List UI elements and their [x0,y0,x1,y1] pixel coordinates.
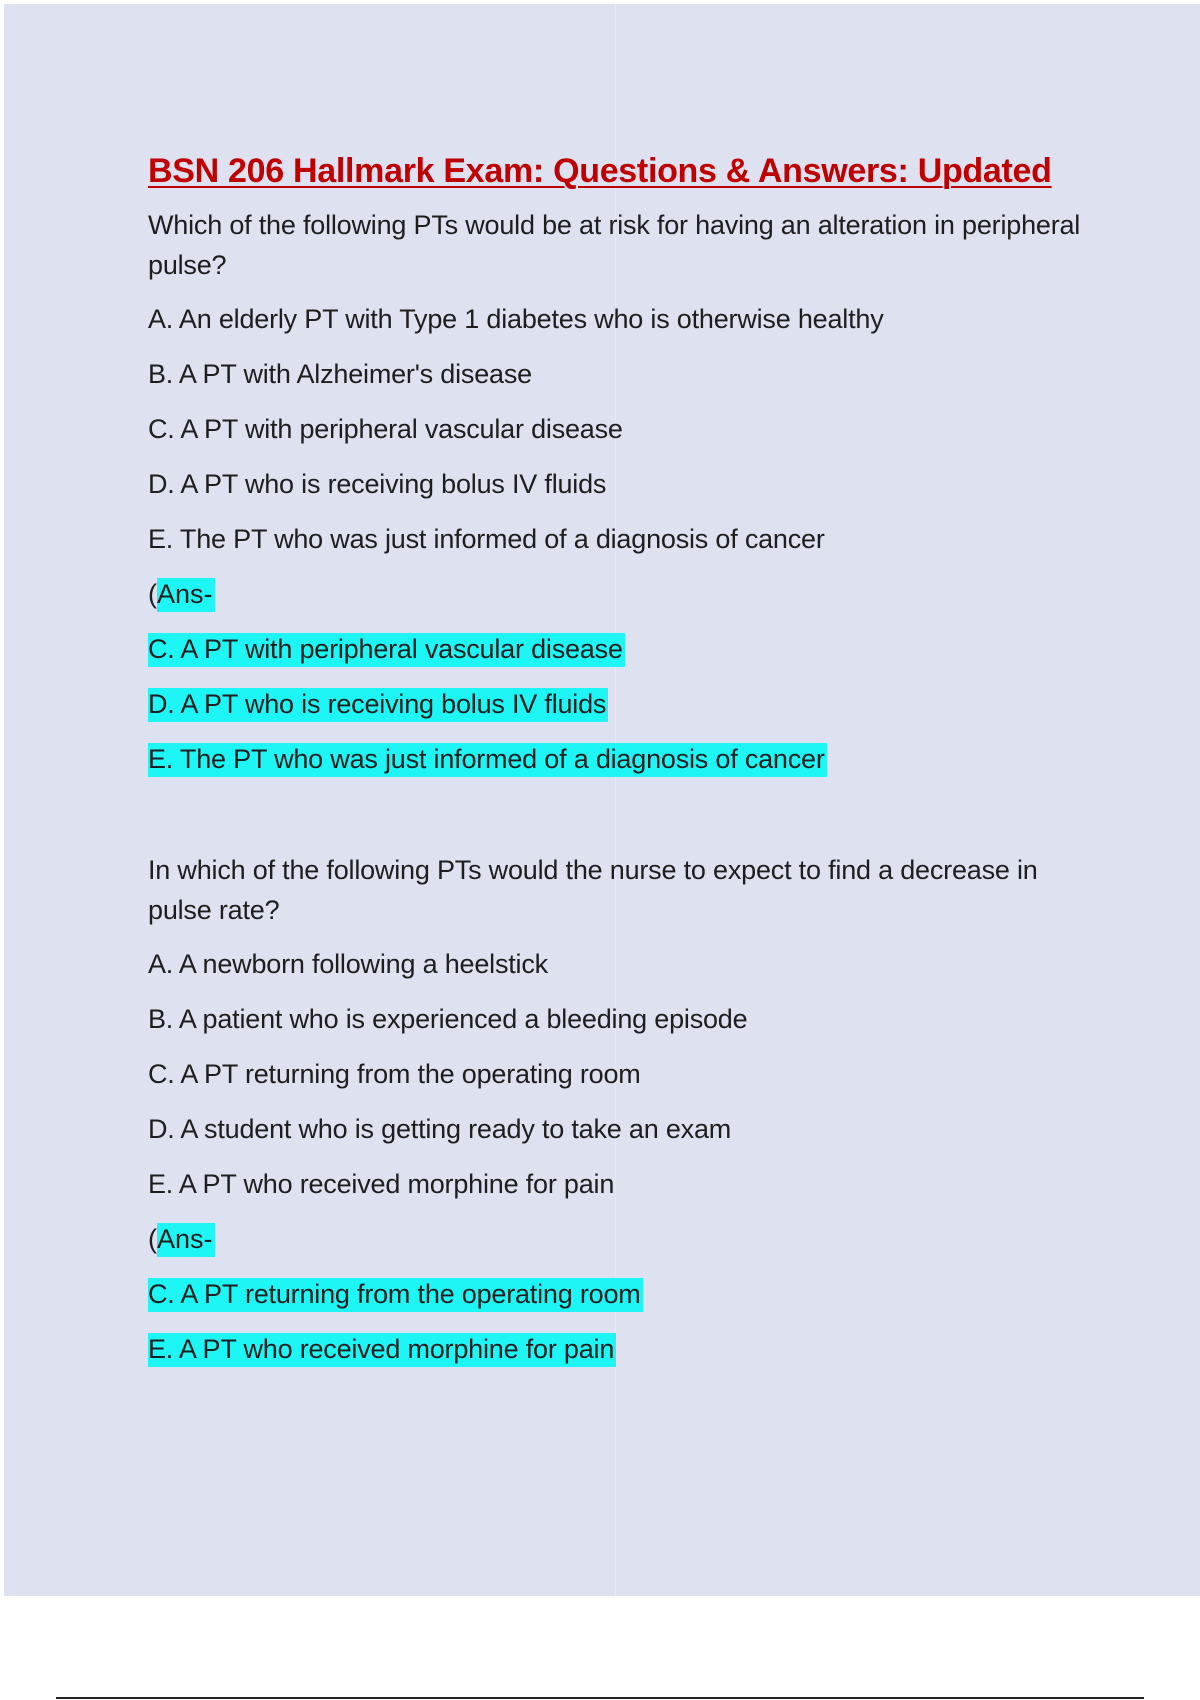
option-a: A. A newborn following a heelstick [148,949,548,979]
question-stem: Which of the following PTs would be at risk for having an alteration in peripheral pulse? [148,210,1081,280]
option-b: B. A patient who is experienced a bleeding episode [148,1004,748,1034]
answer-label-text: Ans- [157,1223,215,1257]
answer-options [148,299,1108,574]
correct-answer [148,684,1108,739]
document-content [148,152,1108,1384]
option-c: C. A PT returning from the operating room [148,1059,641,1089]
correct-answer [148,1274,1108,1329]
document-title: BSN 206 Hallmark Exam: Questions & Answers: Updated [148,152,1052,190]
answer-label-text: Ans- [157,578,215,612]
correct-answer-text: E. The PT who was just informed of a diagnosis of cancer [148,743,827,777]
correct-answer-text: C. A PT returning from the operating room [148,1278,643,1312]
option-d: D. A student who is getting ready to take an exam [148,1114,732,1144]
answer-open-paren: ( [148,1224,157,1254]
correct-answer-text: E. A PT who received morphine for pain [148,1333,616,1367]
answer-label [148,574,1108,629]
question-spacer [148,794,1108,850]
option-c: C. A PT with peripheral vascular disease [148,414,623,444]
correct-answers [148,629,1108,794]
answer-open-paren: ( [148,579,157,609]
correct-answer [148,1329,1108,1384]
option-d: D. A PT who is receiving bolus IV fluids [148,469,607,499]
correct-answer-text: C. A PT with peripheral vascular disease [148,633,625,667]
answer-label [148,1219,1108,1274]
question-stem: In which of the following PTs would the nurse to expect to find a decrease in pulse rate? [148,855,1038,925]
correct-answers [148,1274,1108,1384]
correct-answer [148,739,1108,794]
correct-answer [148,629,1108,684]
question-block-2 [148,850,1108,1384]
answer-options [148,944,1108,1219]
option-e: E. A PT who received morphine for pain [148,1169,615,1199]
question-block-1 [148,205,1108,794]
option-a: A. An elderly PT with Type 1 diabetes who is otherwise healthy [148,304,884,334]
correct-answer-text: D. A PT who is receiving bolus IV fluids [148,688,608,722]
footer-divider [56,1697,1144,1699]
option-b: B. A PT with Alzheimer's disease [148,359,532,389]
option-e: E. The PT who was just informed of a diagnosis of cancer [148,524,825,554]
